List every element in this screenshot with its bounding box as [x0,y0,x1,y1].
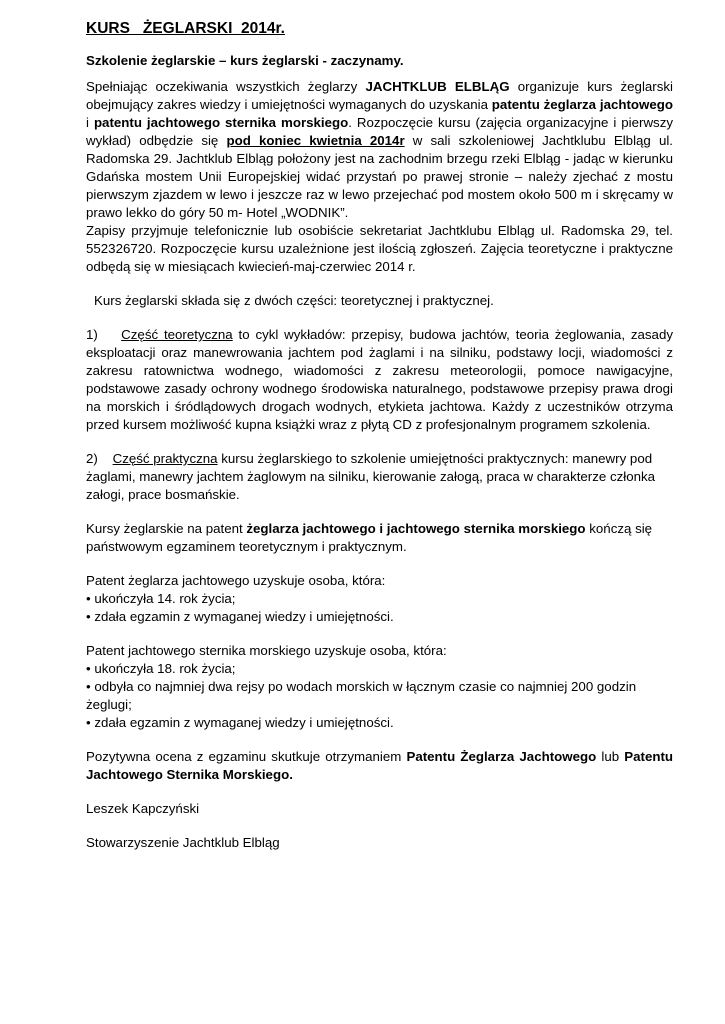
result-patent-1: Patentu Żeglarza Jachtowego [406,749,597,764]
structure-paragraph: Kurs żeglarski składa się z dwóch części: teoretycznej i praktycznej. [94,293,494,308]
intro-text-2: organizuje kurs żeglarski obejmujący zakres wiedzy i umiejętności wymaganych do uzyskania [86,79,673,112]
part2-paragraph [86,450,673,504]
intro-text-4: . Rozpoczęcie kursu (zajęcia organizacyjne i pierwszy wykład) odbędzie się [86,115,673,148]
result-paragraph [86,748,673,784]
patent2-item: • zdała egzamin z wymaganej wiedzy i umiejętności. [86,715,394,730]
start-date: pod koniec kwietnia 2014r [226,133,405,148]
contact-paragraph: Zapisy przyjmuje telefonicznie lub osobiście sekretariat Jachtklubu Elbląg ul. Radomska 29, tel. 552326720. Rozpoczęcie kursu uzależnione jest ilością zgłoszeń. Zajęcia teoretyczne i praktyczne odbędą się w miesiącach kwiecień-maj-czerwiec 2014 r. [86,223,673,274]
author-name: Leszek Kapczyński [86,801,200,816]
exam-text-2: kończą się państwowym egzaminem teoretycznym i praktycznym. [86,521,653,554]
patent-skipper: patentu jachtowego sternika morskiego [93,115,349,130]
patent-sailor: patentu żeglarza jachtowego [491,97,674,112]
part2-number: 2) [86,451,98,466]
part1-number: 1) [86,327,98,342]
patent1-item: • ukończyła 14. rok życia; [86,591,236,606]
intro-text-5: w sali szkoleniowej Jachtklubu Elbląg ul. Radomska 29. Jachtklub Elbląg położony jest na zachodnim brzegu rzeki Elbląg - jadąc w kierunku Gdańska mostem Unii Europejskiej widać przystań po prawej stronie – należy zjechać z mostu pierwszym zjazdem w lewo i jeszcze raz w lewo przejechać pod mostem około 500 m i skręcamy w prawo lekko do góry 50 m- Hotel „WODNIK”. [86,133,673,220]
document-subtitle: Szkolenie żeglarskie – kurs żeglarski - zaczynamy. [86,53,404,68]
intro-text-1: Spełniając oczekiwania wszystkich żeglarzy [86,79,366,94]
exam-paragraph [86,520,673,556]
patent1-item: • zdała egzamin z wymaganej wiedzy i umiejętności. [86,609,394,624]
intro-paragraph [86,78,673,222]
part1-label: Część teoretyczna [121,327,233,342]
patent1-intro: Patent żeglarza jachtowego uzyskuje osoba, która: [86,573,386,588]
intro-text-3: i [86,115,94,130]
patent2-intro: Patent jachtowego sternika morskiego uzyskuje osoba, która: [86,643,447,658]
part2-text: kursu żeglarskiego to szkolenie umiejętności praktycznych: manewry pod żaglami, manewry jachtem żaglowym na silniku, kierowanie załogą, praca w charakterze członka załogi, prace bosmańskie. [86,451,656,502]
result-patent-2: Patentu Jachtowego Sternika Morskiego. [86,749,674,782]
exam-text-1: Kursy żeglarskie na patent [86,521,247,536]
club-name: JACHTKLUB ELBLĄG [365,79,510,94]
result-text-1: Pozytywna ocena z egzaminu skutkuje otrzymaniem [86,749,407,764]
part1-paragraph [86,326,673,434]
exam-patents: żeglarza jachtowego i jachtowego sternika morskiego [246,521,586,536]
part2-label: Część praktyczna [112,451,218,466]
patent2-item: • ukończyła 18. rok życia; [86,661,236,676]
patent2-item: • odbyła co najmniej dwa rejsy po wodach morskich w łącznym czasie co najmniej 200 godzin żeglugi; [86,679,637,712]
part1-text: to cykl wykładów: przepisy, budowa jachtów, teoria żeglowania, zasady eksploatacji oraz manewrowania jachtem pod żaglami i na silniku, podstawy locji, wiadomości z zakresu ratownictwa wodnego, wiadomości z zakresu meteorologii, pomoce nawigacyjne, podstawowe zasady ochrony wodnego środowiska naturalnego, podstawowe przepisy prawa drogi na morskich i śródlądowych drogach wodnych, etykieta jachtowa. Każdy z uczestników otrzyma przed kursem możliwość kupna książki wraz z płytą CD z profesjonalnym programem szkolenia. [86,327,673,432]
result-text-2: lub [596,749,625,764]
document-title: KURS ŻEGLARSKI 2014r. [86,20,285,37]
organization-name: Stowarzyszenie Jachtklub Elbląg [86,835,280,850]
